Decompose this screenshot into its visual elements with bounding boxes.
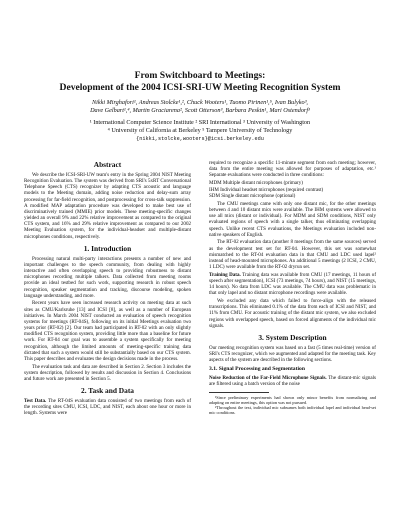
conditions-list [209,180,376,198]
required-paragraph: required to recognize a specific 11-minute segment from each meeting; however, data from the entire meeting was allowed for purposes of adaptation, etc.¹ Separate evaluations were conducted in three conditions: [209,160,376,179]
test-data-text: The RT-04S evaluation data consisted of two meetings from each of the recording sites CMU, ICSI, LDC, and NIST, each about one hour or more in length. Systems were [24,398,191,417]
right-column [209,160,376,415]
affiliations-line1: ¹ International Computer Science Institute ² SRI International ³ University of Washington [89,119,311,126]
abstract-text: We describe the ICSI-SRI-UW team's entry in the Spring 2004 NIST Meeting Recognition Evaluation. The system was derived from SRI's 5xRT Conversational Telephone Speech (CTS) recognizer by adapting CTS acoustic and language models to the Meeting domain, adding noise reduction and delay-sum array processing for far-field recognition, and postprocessing for cross-talk suppression. A modified MAP adaptation procedure was developed to make best use of discriminatively trained (MMIE) prior models. These meeting-specific changes yielded an overall 9% and 22% relative improvement as compared to the original CTS system, and 16% and 29% relative improvement as compared to our 2002 Meeting Evaluation system, for the individual-headset and multiple-distant microphones conditions, respectively. [24,172,191,240]
intro-paragraph-2: Recent years have seen increased research activity on meeting data at such sites as CMU/Karlsruhe [13] and ICSI [8], as well as a number of European initiatives. In March 2004 NIST conducted an evaluation of speech recognition systems for meetings (RT-04S), following on its initial Meetings evaluation two years prior (RT-02) [2]. Our team had participated in RT-02 with an only slightly modified CTS recognition system, providing little more than a baseline for future work. For RT-04 our goal was to assemble a system specifically for meeting recognition, although the limited amounts of meeting-specific training data dictated that such a system would still be substantially based on our CTS system. This paper describes and evaluates the design decisions made in the process. [24,300,191,362]
devset-paragraph: The RT-02 evaluation data (another 8 meetings from the same sources) served as the development test set for RT-04. However, this set was somewhat mismatched to the RT-04 evaluation data in that CMU and LDC used lapel² instead of head-mounted microphones. An additional 5 meetings (2 ICSI, 2 CMU, 1 LDC) were available from the RT-02 dryrun set. [209,239,376,271]
condition-sdm: SDM Single distant microphone (optional) [209,192,296,199]
condition-mdm: MDM Multiple distant microphones (primary) [209,180,303,187]
authors-line1: Nikki Mirghafori¹, Andreas Stolcke¹,², Chuck Wooters¹, Tuomo Pirinen¹,⁵, Ivan Bulyko³, [92,99,308,106]
training-data-label: Training Data. [209,271,241,278]
signal-processing-heading: 3.1. Signal Processing and Segmentation [209,366,305,373]
abstract-heading: Abstract [93,160,122,169]
training-data-text: Training data was available from CMU (17 meetings, 11 hours of speech after segmentation), ICSI (73 meetings, 74 hours), and NIST (15 meetings, 14 hours). No data from LDC was available. The CMU data was problematic in that only lapel and no distant microphone recordings were available. [209,271,377,297]
cmu-paragraph: The CMU meetings came with only one distant mic, for the other meetings between 4 and 10 distant mics were available. The IHM systems were allowed to use all mics (distant or individual). For MDM and SDM conditions, NIST only evaluated regions of speech with a single talker, thus eliminating overlapping speech. Unlike recent CTS evaluations, the Meetings evaluation included non-native speakers of English. [209,200,376,238]
affiliations-line2: ⁴ University of California at Berkeley ⁵ Tampere University of Technology [107,127,293,134]
paper-title-line2: Development of the 2004 ICSI-SRI-UW Meeting Recognition System [59,82,341,93]
author-emails: {nikki,stolcke,wooters}@icsi.berkeley.edu [136,136,264,142]
test-data-paragraph [24,398,191,416]
intro-paragraph-1: Processing natural multi-party interactions presents a number of new and important challenges to the speech community, from dealing with highly interactive and often overlapping speech to providing robustness to distant microphones recording multiple talkers. Data collected from meeting rooms provide an ideal testbed for such work, supporting research in robust speech recognition, speaker segmentation and tracking, discourse modeling, spoken language understanding, and more. [24,255,191,299]
noise-reduction-text: The distant-mic signals are filtered using a batch version of the noise [209,375,376,388]
task-data-heading: 2. Task and Data [81,386,134,396]
left-column [24,160,191,418]
noise-reduction-paragraph [209,375,376,387]
authors-line2: Dave Gelbart¹,⁴, Martin Graciarena², Scott Otterson³, Barbara Peskin¹, Mari Ostendorf³ [90,107,310,114]
footnote-rule [209,392,269,393]
condition-ihm: IHM Individual headset microphones (required contrast) [209,186,324,193]
excluded-paragraph: We excluded any data which failed to force-align with the released transcriptions. This eliminated 0.1% of the data from each of ICSI and NIST, and 11% from CMU. For acoustic training of the distant mic system, we also excluded regions with overlapped speech, based on forced alignments of the individual mic signals. [209,298,376,329]
system-description-heading: 3. System Description [258,332,327,342]
footnote-2: ²Throughout the text, individual mic subsumes both individual lapel and individual head-set mic conditions. [209,405,376,416]
introduction-heading: 1. Introduction [83,243,132,253]
test-data-label: Test Data. [24,398,47,405]
intro-paragraph-3: The evaluation task and data are described in Section 2. Section 3 includes the system description, followed by results and discussion in Section 4. Conclusions and future work are presented in Section 5. [24,363,191,382]
footnote-1: ¹Since preliminary experiments had shown only minor benefits from normalizing and adapting on entire meetings, this option was not pursued. [209,394,376,405]
training-data-paragraph [209,272,376,297]
noise-reduction-label: Noise Reduction of the Far-Field Microphone Signals. [209,375,327,382]
paper-title-line1: From Switchboard to Meetings: [134,70,266,81]
system-description-text: Our meeting recognition system was based on a fast (5 times real-time) version of SRI's CTS recognizer, which we augmented and adapted for the meeting task. Key aspects of the system are described in the following sections. [209,344,376,364]
